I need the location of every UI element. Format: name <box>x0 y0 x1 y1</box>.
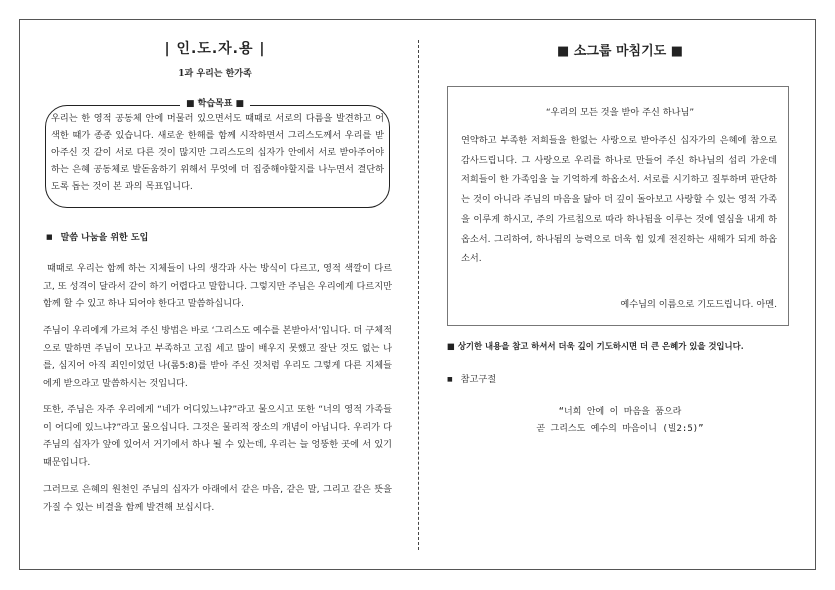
intro-paragraph-2: 주님이 우리에게 가르쳐 주신 방법은 바로 ‘그리스도 예수를 본받아서’입니다. 더 구체적으로 말하면 주님이 모나고 부족하고 고집 세고 많이 배우지 못했고 잘난 것도 없는 나를, 심지어 아직 죄인이었던 나(롬5:8)를 받아 주신 것처럼 우리도 그렇게 다른 지체들에게 받으라고 말씀하시는 것입니다. <box>43 325 392 389</box>
verse-line-2: 곧 그리스도 예수의 마음이니 (빌2:5)” <box>536 424 704 434</box>
lesson-subtitle: 1과 우리는 한가족 <box>178 69 252 79</box>
intro-heading <box>46 230 148 243</box>
prayer-text: 연약하고 부족한 저희들을 한없는 사랑으로 받아주신 십자가의 은혜에 참으로 감사드립니다. 그 사랑으로 우리를 하나로 만들어 주신 하나님의 섭리 가운데 저희들이 한 가족임을 늘 기억하게 하옵소서. 서로를 시기하고 질투하며 판단하는 것이 아니라 주님의 마음을 닮아 더 깊이 돌아보고 사랑할 수 있는 영적 가족을 이루게 하시고, 주의 가르침으로 따라 하나됨을 이루는 것에 열심을 내게 하옵소서. 그리하여, 하나됨의 능력으로 더욱 힘 있게 전진하는 새해가 되게 하옵소서. <box>461 135 777 265</box>
reference-heading-text: 참고구절 <box>460 374 497 385</box>
reference-verse <box>520 404 720 438</box>
prayer-note: ■ 상기한 내용을 참고 하셔서 더욱 깊이 기도하시면 더 큰 은혜가 있을 것입니다. <box>447 341 744 351</box>
learning-goal-text: 우리는 한 영적 공동체 안에 머물러 있으면서도 때때로 서로의 다름을 발견하고 어색한 때가 종종 있습니다. 새로운 한해를 함께 시작하면서 그리스도께서 우리를 받아주신 것 같이 서로 다른 것이 많지만 그리스도의 십자가 안에서 서로 받아주어야 하는 은혜 공동체로 발돋움하기 위해서 무엇에 더 집중해야할지를 나누면서 결단하도록 돕는 것이 본 과의 목표입니다. <box>51 113 384 192</box>
right-title: ■ 소그룹 마침기도 ■ <box>556 44 684 59</box>
intro-paragraph-3: 또한, 주님은 자주 우리에게 “네가 어디있느냐?”라고 물으시고 또한 “너의 영적 가족들이 어디에 있느냐?”라고 물으십니다. 그것은 물리적 장소의 개념이 아닙니다. 우리가 다 주님의 십자가 앞에 있어서 거기에서 하나 될 수 있는데, 우리는 늘 엉뚱한 곳에 서 있기 때문입니다. <box>43 404 392 468</box>
prayer-quote: “우리의 모든 것을 받아 주신 하나님” <box>545 107 695 118</box>
square-bullet-icon: ■ <box>447 376 453 383</box>
intro-paragraph-4: 그러므로 은혜의 원천인 주님의 십자가 아래에서 같은 마음, 같은 말, 그리고 같은 뜻을 가질 수 있는 비결을 함께 발견해 보십시다. <box>43 484 392 513</box>
intro-heading-text: 말씀 나눔을 위한 도입 <box>60 233 149 243</box>
square-bullet-icon: ■ <box>46 232 53 241</box>
prayer-closing: 예수님의 이름으로 기도드립니다. 아멘. <box>620 299 777 310</box>
left-title: | 인.도.자.용 | <box>164 41 266 57</box>
reference-heading <box>447 371 496 385</box>
column-divider <box>418 40 419 550</box>
intro-paragraph-1: 때때로 우리는 함께 하는 지체들이 나의 생각과 사는 방식이 다르고, 영적 색깔이 다르고, 또 성격이 달라서 같이 하기 어렵다고 말합니다. 그렇지만 주님은 우리에게 다르지만 함께 할 수 있고 하나 되어야 한다고 말씀하십니다. <box>43 263 392 309</box>
verse-line-1: “너희 안에 이 마음을 품으라 <box>558 407 682 417</box>
learning-goal-label: ■ 학습목표 ■ <box>180 96 250 109</box>
